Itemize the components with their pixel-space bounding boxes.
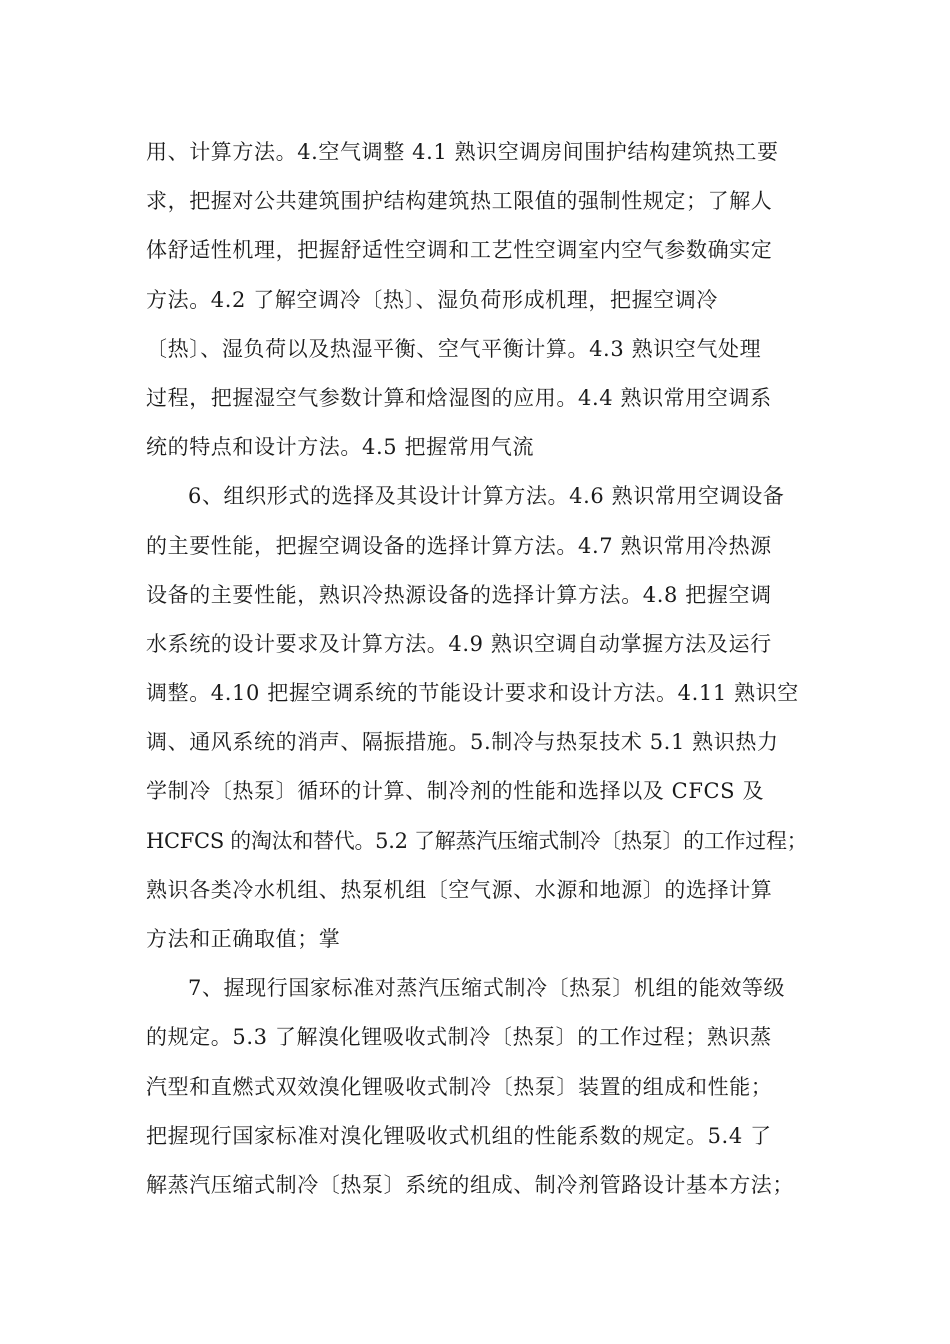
text-line: 6、组织形式的选择及其设计计算方法。4.6 熟识常用空调设备 [188, 484, 785, 509]
text-line: 把握现行国家标准对溴化锂吸收式机组的性能系数的规定。5.4 了 [146, 1123, 772, 1148]
text-line: 的主要性能，把握空调设备的选择计算方法。4.7 熟识常用冷热源 [146, 533, 772, 558]
text-line: 解蒸汽压缩式制冷〔热泵〕系统的组成、制冷剂管路设计基本方法； [146, 1172, 794, 1197]
text-line: 求，把握对公共建筑围护结构建筑热工限值的强制性规定；了解人 [146, 189, 773, 214]
text-line: 水系统的设计要求及计算方法。4.9 熟识空调自动掌握方法及运行 [146, 631, 772, 656]
text-line: 学制冷〔热泵〕循环的计算、制冷剂的性能和选择以及 CFCS 及 [146, 779, 765, 804]
text-line: 〔热〕、湿负荷以及热湿平衡、空气平衡计算。4.3 熟识空气处理 [146, 336, 762, 361]
text-line: 7、握现行国家标准对蒸汽压缩式制冷〔热泵〕机组的能效等级 [188, 976, 786, 1001]
text-line: 方法和正确取值；掌 [146, 927, 341, 951]
text-line: 用、计算方法。4.空气调整 4.1 熟识空调房间围护结构建筑热工要 [146, 140, 779, 164]
text-line: 汽型和直燃式双效溴化锂吸收式制冷〔热泵〕装置的组成和性能； [146, 1074, 773, 1099]
text-line: 的规定。5.3 了解溴化锂吸收式制冷〔热泵〕的工作过程；熟识蒸 [146, 1025, 772, 1050]
text-line: HCFCS 的淘汰和替代。5.2 了解蒸汽压缩式制冷〔热泵〕的工作过程； [146, 828, 808, 853]
text-line: 统的特点和设计方法。4.5 把握常用气流 [146, 435, 535, 460]
text-line: 调、通风系统的消声、隔振措施。5.制冷与热泵技术 5.1 熟识热力 [146, 730, 779, 755]
text-line: 过程，把握湿空气参数计算和焓湿图的应用。4.4 熟识常用空调系 [146, 385, 772, 410]
text-line: 设备的主要性能，熟识冷热源设备的选择计算方法。4.8 把握空调 [146, 582, 772, 607]
text-line: 调整。4.10 把握空调系统的节能设计要求和设计方法。4.11 熟识空 [146, 681, 799, 706]
body-text [146, 128, 811, 1210]
text-line: 体舒适性机理，把握舒适性空调和工艺性空调室内空气参数确实定 [146, 238, 773, 263]
text-line: 方法。4.2 了解空调冷〔热〕、湿负荷形成机理，把握空调冷 [146, 287, 718, 312]
text-line: 熟识各类冷水机组、热泵机组〔空气源、水源和地源〕的选择计算 [146, 877, 773, 902]
